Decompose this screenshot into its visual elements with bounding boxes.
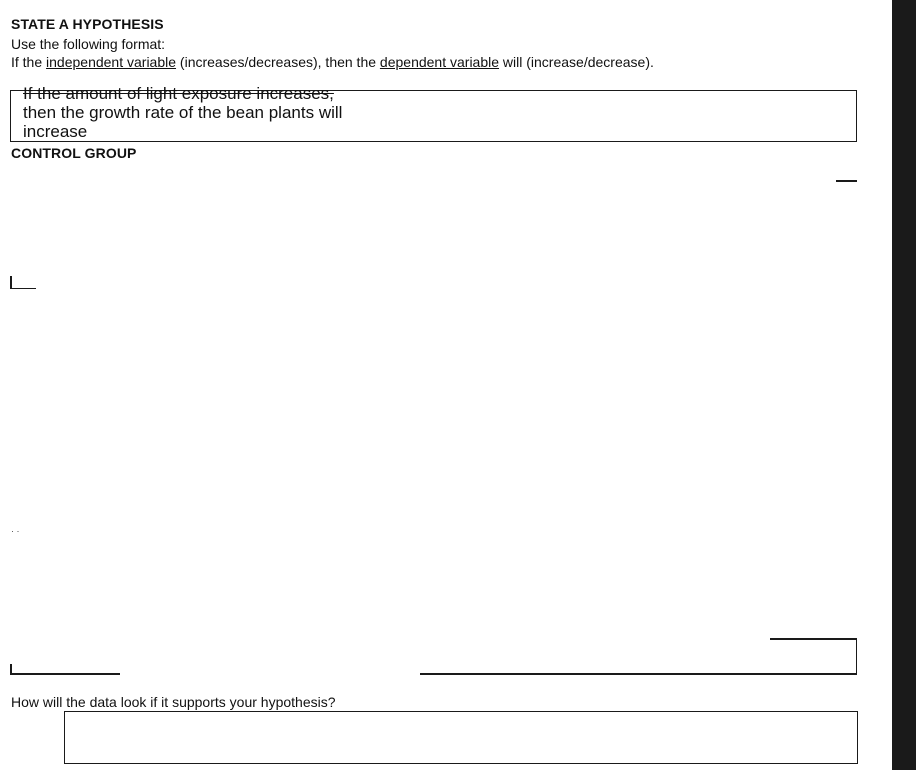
hypothesis-answer-box[interactable] bbox=[10, 84, 857, 142]
control-box-mark: · · bbox=[11, 526, 20, 536]
format-template bbox=[11, 54, 654, 70]
dark-side-strip bbox=[892, 0, 916, 770]
lower-box-edge-top bbox=[770, 638, 857, 640]
lower-box-edge-bottom-right bbox=[420, 673, 857, 675]
lower-box-edge-bottom-left bbox=[10, 673, 120, 675]
control-box-edge-bottom bbox=[10, 288, 36, 289]
format-suffix: will (increase/decrease). bbox=[499, 54, 654, 70]
format-intro: Use the following format: bbox=[11, 36, 166, 52]
control-box-edge-left bbox=[10, 276, 12, 288]
supports-answer-box[interactable] bbox=[64, 711, 858, 764]
hypothesis-heading: STATE A HYPOTHESIS bbox=[11, 16, 164, 32]
control-box-edge-top bbox=[836, 180, 857, 182]
hypothesis-answer-text bbox=[23, 84, 342, 141]
format-prefix: If the bbox=[11, 54, 47, 70]
dependent-variable-term: dependent variable bbox=[379, 54, 500, 70]
answer-line-2: then the growth rate of the bean plants will bbox=[23, 103, 343, 122]
format-middle: (increases/decreases), then the bbox=[176, 54, 380, 70]
control-group-heading: CONTROL GROUP bbox=[11, 145, 137, 161]
answer-line-1: If the amount of light exposure increases, bbox=[23, 84, 334, 103]
supports-question: How will the data look if it supports your hypothesis? bbox=[11, 694, 336, 710]
independent-variable-term: independent variable bbox=[46, 54, 177, 70]
answer-line-3: increase bbox=[23, 122, 88, 141]
lower-box-edge-right bbox=[856, 638, 858, 674]
